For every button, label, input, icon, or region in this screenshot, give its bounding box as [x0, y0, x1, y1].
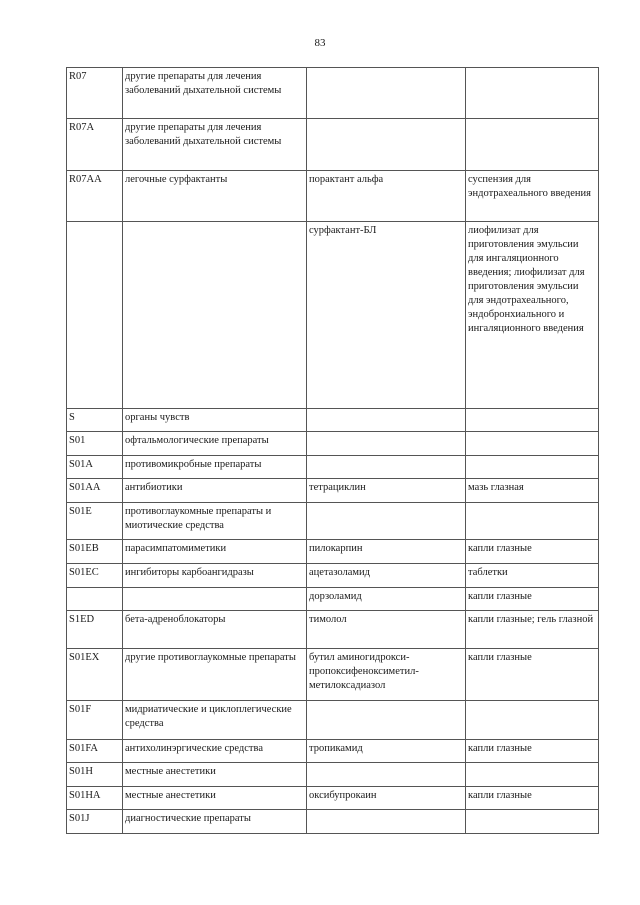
table-row — [67, 649, 599, 701]
group-name-cell — [123, 588, 307, 611]
table-row — [67, 432, 599, 456]
atc-code-cell: S — [67, 409, 123, 432]
drug-name-cell — [307, 456, 466, 479]
drug-name-cell: сурфактант-БЛ — [307, 222, 466, 409]
drug-name-cell — [307, 503, 466, 540]
drug-name-cell — [307, 763, 466, 787]
dosage-form-cell: капли глазные — [466, 787, 599, 810]
dosage-form-cell: таблетки — [466, 564, 599, 588]
table-row — [67, 456, 599, 479]
group-name-cell: другие препараты для лечения заболеваний дыхательной системы — [123, 119, 307, 171]
dosage-form-cell — [466, 763, 599, 787]
table-row — [67, 564, 599, 588]
table-row — [67, 701, 599, 740]
atc-code-cell: S1ED — [67, 611, 123, 649]
atc-code-cell: S01H — [67, 763, 123, 787]
dosage-form-cell — [466, 68, 599, 119]
table-row — [67, 409, 599, 432]
atc-code-cell: S01 — [67, 432, 123, 456]
group-name-cell: антихолинэргические средства — [123, 740, 307, 763]
table-row — [67, 68, 599, 119]
group-name-cell: другие противоглаукомные препараты — [123, 649, 307, 701]
drug-name-cell — [307, 701, 466, 740]
atc-code-cell: S01EC — [67, 564, 123, 588]
table-row — [67, 611, 599, 649]
atc-code-cell: S01HA — [67, 787, 123, 810]
drug-name-cell — [307, 119, 466, 171]
table-row — [67, 479, 599, 503]
atc-code-cell: S01AA — [67, 479, 123, 503]
atc-code-cell — [67, 588, 123, 611]
group-name-cell: антибиотики — [123, 479, 307, 503]
drug-name-cell — [307, 432, 466, 456]
atc-code-cell — [67, 222, 123, 409]
drug-name-cell — [307, 68, 466, 119]
group-name-cell: органы чувств — [123, 409, 307, 432]
dosage-form-cell: суспензия для эндотрахеального введения — [466, 171, 599, 222]
group-name-cell: диагностические препараты — [123, 810, 307, 834]
atc-code-cell: S01A — [67, 456, 123, 479]
atc-code-cell: R07 — [67, 68, 123, 119]
table-row — [67, 503, 599, 540]
drug-name-cell: тропикамид — [307, 740, 466, 763]
dosage-form-cell — [466, 810, 599, 834]
dosage-form-cell: капли глазные — [466, 588, 599, 611]
table-row — [67, 222, 599, 409]
atc-code-cell: S01EB — [67, 540, 123, 564]
drug-name-cell: порактант альфа — [307, 171, 466, 222]
atc-code-cell: S01F — [67, 701, 123, 740]
atc-code-cell: R07A — [67, 119, 123, 171]
drug-name-cell — [307, 409, 466, 432]
group-name-cell: другие препараты для лечения заболеваний дыхательной системы — [123, 68, 307, 119]
dosage-form-cell — [466, 119, 599, 171]
drug-name-cell: ацетазоламид — [307, 564, 466, 588]
atc-code-cell: S01FA — [67, 740, 123, 763]
atc-code-cell: S01E — [67, 503, 123, 540]
drug-name-cell — [307, 810, 466, 834]
group-name-cell: легочные сурфактанты — [123, 171, 307, 222]
group-name-cell: местные анестетики — [123, 763, 307, 787]
dosage-form-cell — [466, 456, 599, 479]
drug-classification-table — [66, 67, 599, 834]
dosage-form-cell: лиофилизат для приготовления эмульсии для ингаляционного введения; лиофилизат для приготовления эмульсии для эндотрахеального, эндобронхиального и ингаляционного введения — [466, 222, 599, 409]
table-row — [67, 171, 599, 222]
drug-name-cell: оксибупрокаин — [307, 787, 466, 810]
group-name-cell: парасимпатомиметики — [123, 540, 307, 564]
dosage-form-cell: капли глазные — [466, 649, 599, 701]
group-name-cell: бета-адреноблокаторы — [123, 611, 307, 649]
table-row — [67, 119, 599, 171]
table-row — [67, 588, 599, 611]
page-number: 83 — [314, 37, 326, 49]
atc-code-cell: S01J — [67, 810, 123, 834]
dosage-form-cell: капли глазные — [466, 740, 599, 763]
group-name-cell: ингибиторы карбоангидразы — [123, 564, 307, 588]
dosage-form-cell: капли глазные — [466, 540, 599, 564]
drug-name-cell: пилокарпин — [307, 540, 466, 564]
table-row — [67, 740, 599, 763]
group-name-cell: противомикробные препараты — [123, 456, 307, 479]
dosage-form-cell — [466, 701, 599, 740]
group-name-cell: местные анестетики — [123, 787, 307, 810]
dosage-form-cell: мазь глазная — [466, 479, 599, 503]
dosage-form-cell — [466, 409, 599, 432]
group-name-cell: мидриатические и циклоплегические средства — [123, 701, 307, 740]
drug-name-cell: дорзоламид — [307, 588, 466, 611]
group-name-cell: противоглаукомные препараты и миотические средства — [123, 503, 307, 540]
drug-name-cell: бутил аминогидрокси-пропоксифеноксиметил-метилоксадиазол — [307, 649, 466, 701]
dosage-form-cell — [466, 432, 599, 456]
dosage-form-cell: капли глазные; гель глазной — [466, 611, 599, 649]
table-row — [67, 540, 599, 564]
atc-code-cell: S01EX — [67, 649, 123, 701]
drug-name-cell: тимолол — [307, 611, 466, 649]
group-name-cell: офтальмологические препараты — [123, 432, 307, 456]
table-row — [67, 763, 599, 787]
group-name-cell — [123, 222, 307, 409]
atc-code-cell: R07AA — [67, 171, 123, 222]
table-row — [67, 787, 599, 810]
drug-name-cell: тетрациклин — [307, 479, 466, 503]
dosage-form-cell — [466, 503, 599, 540]
table-row — [67, 810, 599, 834]
